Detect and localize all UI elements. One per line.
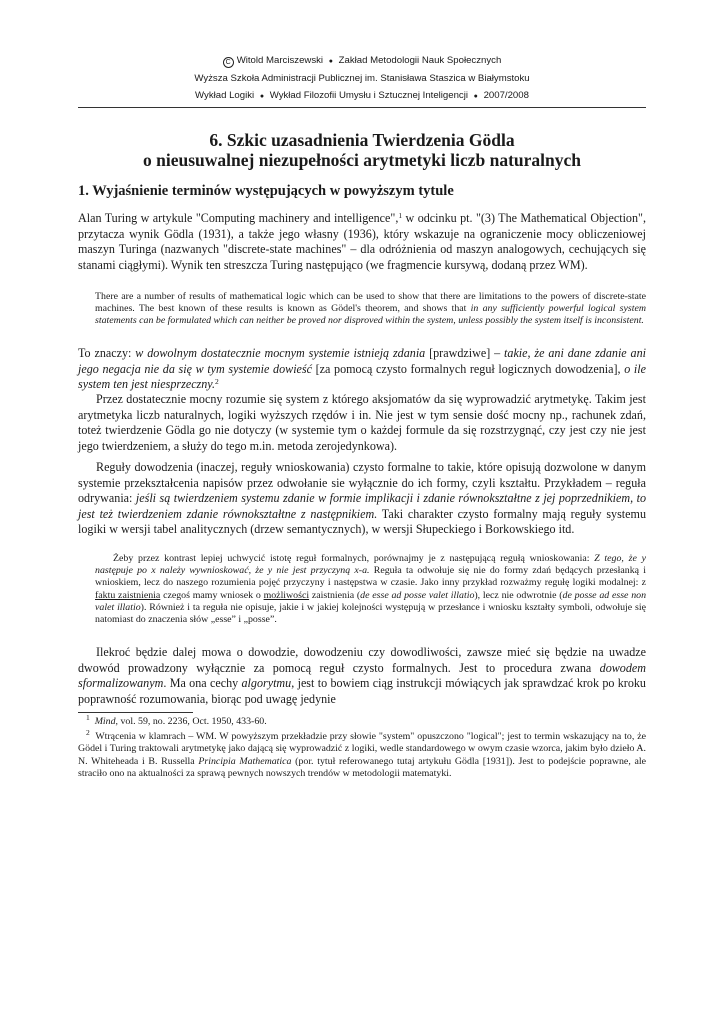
text-run: Reguła ta odwołuje się nie do formy zdań będących przesłanką i wnioskiem, lecz do naszego rozumienia pojęć przyczyny i następstwa w czasie. Jako inny przykład rozważmy regułę logiki modalnej: z: [95, 565, 647, 589]
text-run: [za pomocą czysto formalnych reguł logicznych dowodzenia],: [312, 361, 625, 376]
italic-text: in any sufficiently powerful logical system statements can be formulated which can neither be proved nor disproved within the system, unless possibly the system itself is inconsistent.: [95, 303, 646, 327]
section-heading: 1. Wyjaśnienie terminów występujących w powyższym tytule: [78, 183, 454, 199]
footnote-ref-1[interactable]: 1: [398, 211, 403, 220]
footnote-1: [78, 713, 646, 728]
text-run: Alan Turing w artykule "Computing machinery and intelligence",: [78, 211, 399, 225]
header-course-logic: Wykład Logiki: [195, 90, 255, 101]
text-run: ), lecz nie odwrotnie (: [474, 589, 563, 601]
italic-text: de esse ad posse valet illatio: [360, 589, 475, 601]
text-run: Wtrącenia w klamrach – WM. W powyższym przekładzie przy słowie "system" opuszczono "logical"; jest to termin wskazujący na to, że Gödel i Turing traktowali arytmetykę jako dającą się wyprowadzić z logiki, wedle standardowego w owym czasie wzorca, jakim było dzieło A. N. Whiteheada i B. Russella: [78, 731, 646, 767]
italic-text: algorytmu: [241, 676, 292, 690]
text-run: There are a number of results of mathematical logic which can be used to show that there are limitations to the powers of discrete-state machines. The best known of these results is known as Gödel's theorem, and shows that: [95, 291, 646, 315]
blockquote-rules: [95, 553, 646, 626]
italic-text: w dowolnym dostatecznie mocnym systemie istnieją zdania: [135, 346, 426, 360]
text-run: Żeby przez kontrast lepiej uchwycić istotę reguł formalnych, porównajmy je z następującą regułą wnioskowania:: [113, 553, 595, 564]
header-year: 2007/2008: [483, 90, 529, 101]
header-department: Zakład Metodologii Nauk Społecznych: [338, 55, 502, 66]
text-run: To znaczy:: [78, 346, 136, 360]
bullet-icon: ●: [473, 93, 478, 100]
text-run: Przez dostatecznie mocny rozumie się system z którego aksjomatów da się wyprowadzić arytmetykę. Takim jest arytmetyka liczb naturalnych, logiki wyższych rzędów i in. Nie jest w tym sensie dość mocny np., rachunek zdań, toteż twierdzenie Gödla go nie dotyczy (w systemie tym o każdej formule da się rozstrzygnąć, czy jest czy nie jest jego twierdzeniem, a służy do tego m.in. metoda zerojedynkowa).: [78, 392, 646, 453]
italic-text: Z tego, że y następuje po x należy wywnioskować, że y nie jest przyczyną x-a.: [95, 553, 646, 577]
italic-text: takie, że ani dane zdanie ani jego negacja nie da się w tym systemie dowieść: [78, 346, 647, 376]
page-title: [78, 130, 646, 170]
header-author: Witold Marciszewski: [236, 55, 324, 66]
italic-text: Principia Mathematica: [198, 755, 292, 767]
text-run: . Ma ona cechy: [163, 676, 242, 690]
text-run: w odcinku pt. "(3) The Mathematical Objection", przytacza wynik Gödla (1931), a także jego własny (1936), który wskazuje na ograniczenie mocy obliczeniowej maszyn Turinga (nazwanych "discrete-state machines" – dla odróżnienia od maszyn analogowych, cechujących się stanami ciągłymi). Wynik ten streszcza Turing następująco (we fragmencie kursywą, dodaną przez WM).: [78, 211, 646, 272]
text-run: [prawdziwe] –: [425, 346, 505, 360]
italic-text: Mind: [94, 716, 116, 727]
bullet-icon: ●: [259, 93, 265, 100]
footnote-number: 2: [86, 728, 90, 737]
header-course-philosophy: Wykład Filozofii Umysłu i Sztucznej Inteligencji: [269, 90, 468, 101]
bullet-icon: ●: [328, 58, 333, 65]
title-line-1: 6. Szkic uzasadnienia Twierdzenia Gödla: [209, 130, 515, 150]
text-run: (por. tytuł referowanego tutaj artykułu Gödla [1931]). Jest to podejście poprawne, ale straciło ono na aktualności za sprawą pewnych nowszych trendów w metodologii matematyki.: [78, 755, 646, 780]
header-line-2: Wyższa Szkoła Administracji Publicznej im. Stanisława Staszica w Białymstoku: [194, 73, 530, 84]
running-header: [78, 52, 646, 105]
paragraph-1: [78, 211, 646, 273]
header-divider: [78, 107, 646, 108]
text-run: czegoś mamy wniosek o: [160, 589, 264, 601]
text-run: zaistnienia (: [309, 589, 361, 601]
title-line-2: o nieusuwalnej niezupełności arytmetyki liczb naturalnych: [143, 150, 581, 170]
paragraph-5: [78, 645, 646, 707]
copyright-icon: C: [223, 57, 234, 68]
italic-text: dowodem sformalizowanym: [78, 660, 646, 690]
text-run: ). Również i ta reguła nie opisuje, jakie i w jakiej kolejności występują w przesłance i wniosku kształty symboli, odwołuje się natomiast do znaczenia słów „esse” i „posse”.: [95, 601, 646, 626]
italic-text: de posse ad esse non valet illatio: [95, 589, 647, 613]
text-run: Taki charakter czysto formalny mają reguły systemu logiki w wersji tabel analitycznych (drzew semantycznych), w wersji Słupeckiego i Borkowskiego itd.: [78, 506, 646, 536]
blockquote-turing: [95, 291, 646, 328]
paragraph-4: [78, 460, 646, 538]
header-line-3: [78, 87, 646, 105]
paragraph-3: [78, 392, 646, 454]
paragraph-2: [78, 346, 646, 393]
underlined-text: możliwości: [263, 589, 310, 601]
italic-text: o ile system ten jest niesprzeczny.: [78, 361, 646, 391]
header-line-1: [78, 52, 646, 70]
text-run: Ilekroć będzie dalej mowa o dowodzie, dowodzeniu czy dowodliwości, zawsze mieć się będzie na uwadze dwowód prowadzony wyłącznie za pomocą reguł czysto formalnych. Jest to procedura zwana: [78, 645, 646, 675]
footnote-number: 1: [86, 713, 90, 722]
footnote-ref-2[interactable]: 2: [215, 377, 219, 386]
italic-text: jeśli są twierdzeniem systemu zdanie w formie implikacji i zdanie równokształtne z jej poprzednikiem, to jest też twierdzeniem zdanie równokształtne z następnikiem.: [78, 491, 646, 521]
underlined-text: faktu zaistnienia: [95, 589, 161, 601]
text-run: , jest to bowiem ciąg instrukcji mówiących jak sprawdzać krok po kroku poprawność rozumowania, biorąc pod uwagę jedynie: [78, 676, 646, 706]
text-run: , vol. 59, no. 2236, Oct. 1950, 433-60.: [115, 716, 267, 727]
footnote-2: [78, 728, 646, 781]
footnote-divider: [78, 712, 193, 713]
text-run: Reguły dowodzenia (inaczej, reguły wnioskowania) czysto formalne to takie, które opisują dozwolone w danym systemie przekształcenia napisów przez odwołanie sie wyłącznie do ich formy, czyli kształtu. Przykładem – reguła odrywania:: [78, 460, 646, 505]
